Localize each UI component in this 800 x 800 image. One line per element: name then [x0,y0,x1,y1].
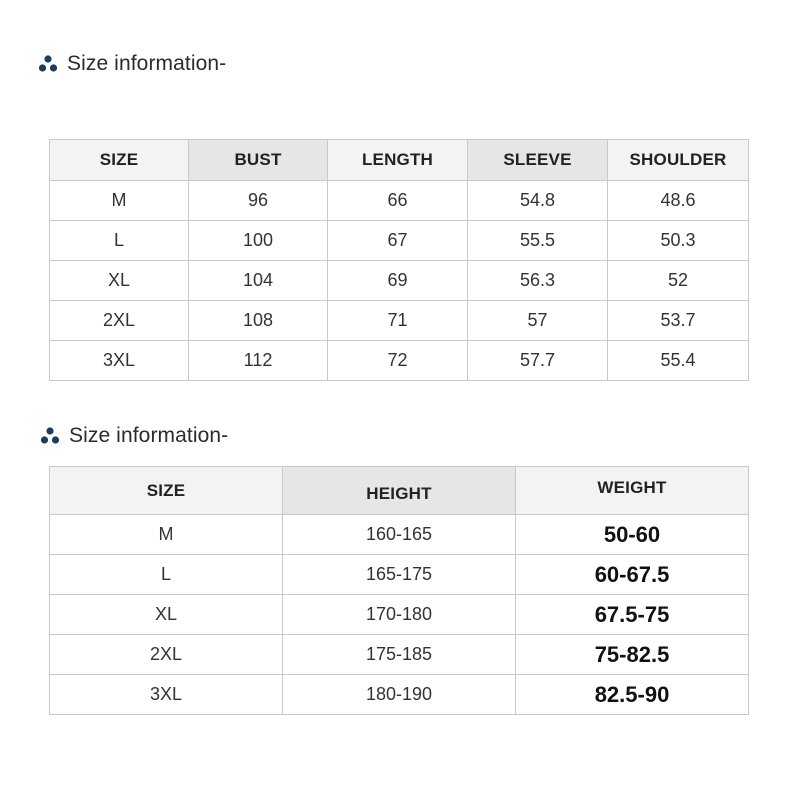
height-weight-table [49,466,749,715]
cell-height: 165-175 [283,555,516,595]
cell-size: 3XL [50,341,189,381]
cell-size: 2XL [50,301,189,341]
cell-bust: 96 [189,181,328,221]
header-height: HEIGHT [283,467,516,515]
header-weight: WEIGHT [516,467,749,515]
cell-bust: 112 [189,341,328,381]
section-title-1 [38,52,226,76]
cell-weight: 75-82.5 [516,635,749,675]
cell-length: 71 [328,301,468,341]
cell-bust: 108 [189,301,328,341]
cell-size: 2XL [50,635,283,675]
table-row [50,635,749,675]
cell-sleeve: 54.8 [468,181,608,221]
cell-size: 3XL [50,675,283,715]
cell-shoulder: 50.3 [608,221,749,261]
cell-length: 67 [328,221,468,261]
cell-bust: 104 [189,261,328,301]
section-title-text: Size information- [69,424,229,447]
table-row [50,515,749,555]
cell-sleeve: 55.5 [468,221,608,261]
cell-weight: 50-60 [516,515,749,555]
cell-sleeve: 56.3 [468,261,608,301]
cell-sleeve: 57 [468,301,608,341]
cell-shoulder: 48.6 [608,181,749,221]
header-shoulder: SHOULDER [608,140,749,181]
cell-size: XL [50,261,189,301]
table-row [50,221,749,261]
cell-shoulder: 52 [608,261,749,301]
tri-dot-icon [38,55,58,73]
cell-bust: 100 [189,221,328,261]
tri-dot-icon [40,427,60,445]
header-size: SIZE [50,140,189,181]
table-row [50,595,749,635]
section-title-text: Size information- [67,52,227,75]
cell-height: 170-180 [283,595,516,635]
header-length: LENGTH [328,140,468,181]
cell-size: L [50,221,189,261]
cell-size: M [50,181,189,221]
cell-weight: 67.5-75 [516,595,749,635]
table-header-row [50,140,749,181]
table-row [50,555,749,595]
cell-shoulder: 53.7 [608,301,749,341]
header-sleeve: SLEEVE [468,140,608,181]
cell-shoulder: 55.4 [608,341,749,381]
table-row [50,675,749,715]
cell-length: 69 [328,261,468,301]
cell-length: 72 [328,341,468,381]
header-bust: BUST [189,140,328,181]
size-measurement-table [49,139,749,381]
cell-height: 160-165 [283,515,516,555]
table-header-row [50,467,749,515]
cell-height: 175-185 [283,635,516,675]
cell-sleeve: 57.7 [468,341,608,381]
section-title-2 [40,424,228,448]
cell-weight: 60-67.5 [516,555,749,595]
cell-height: 180-190 [283,675,516,715]
cell-size: M [50,515,283,555]
table-row [50,301,749,341]
cell-length: 66 [328,181,468,221]
cell-size: L [50,555,283,595]
table-row [50,181,749,221]
table-row [50,261,749,301]
header-size: SIZE [50,467,283,515]
table-row [50,341,749,381]
cell-weight: 82.5-90 [516,675,749,715]
cell-size: XL [50,595,283,635]
